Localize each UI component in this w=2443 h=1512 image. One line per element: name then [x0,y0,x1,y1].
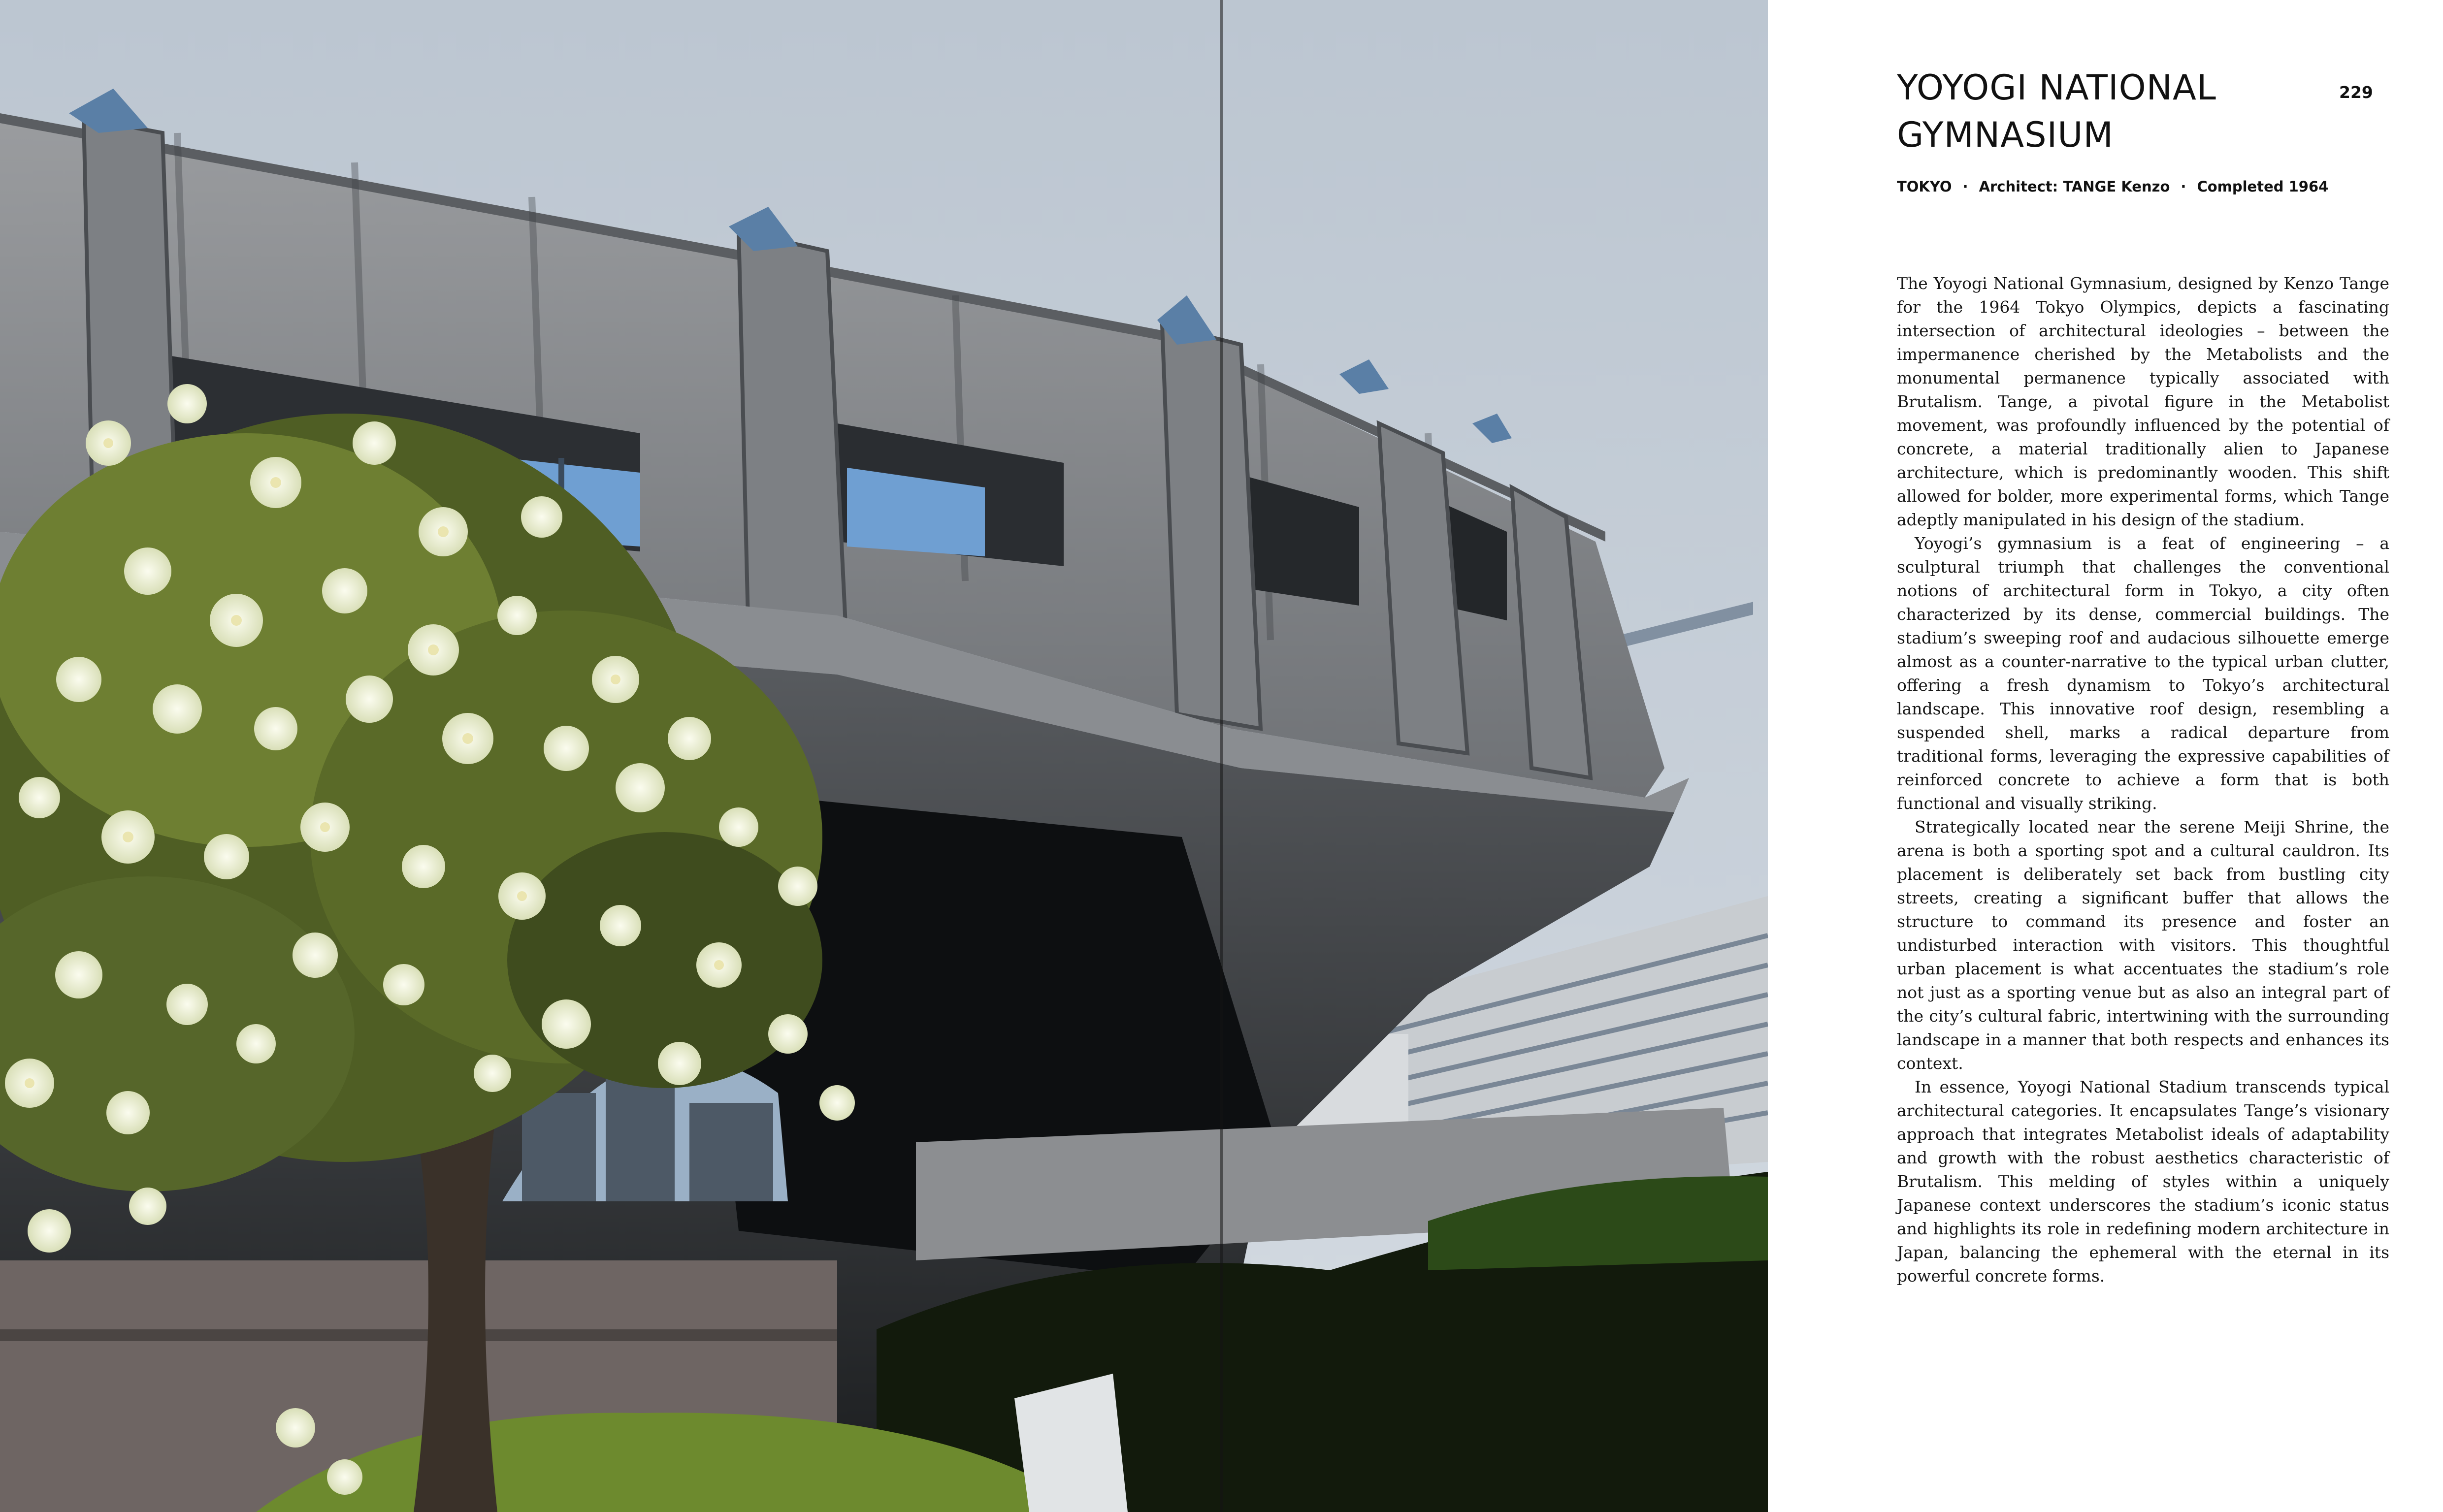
body-paragraph-3: Strategically located near the serene Meiji Shrine, the arena is both a sporting spot and a cultural cauldron. Its placement is deliberately set back from bustling city streets, creating a significant buffer that allows the structure to command its presence and foster an undisturbed interaction with visitors. This thoughtful urban placement is what accentuates the stadium’s role not just as a sporting venue but as also an integral part of the city’s cultural fabric, intertwining with the surrounding landscape in a manner that both respects and enhances its context. [1897,817,2389,1073]
page-gutter [1220,0,1223,1512]
body-paragraph-1: The Yoyogi National Gymnasium, designed by Kenzo Tange for the 1964 Tokyo Olympics, depicts a fascinating intersection of architectural ideologies – between the impermanence cherished by the Metabolists and the monumental permanence typically associated with Brutalism. Tange, a pivotal figure in the Metabolist movement, was profoundly influenced by the potential of concrete, a material traditionally alien to Japanese architecture, which is predominantly wooden. This shift allowed for bolder, more experimental forms, which Tange adeptly manipulated in his design of the stadium. [1897,274,2389,529]
body-paragraph-4: In essence, Yoyogi National Stadium transcends typical architectural categories. It encapsulates Tange’s visionary approach that integrates Metabolist ideals of adaptability and growth with the robust aesthetics characteristic of Brutalism. This melding of styles within a uniquely Japanese context underscores the stadium’s iconic status and highlights its role in redefining modern architecture in Japan, balancing the ephemeral with the eternal in its powerful concrete forms. [1897,1077,2389,1286]
body-paragraph-2: Yoyogi’s gymnasium is a feat of engineering – a sculptural triumph that challenges the conventional notions of architectural form in Tokyo, a city often characterized by its dense, commercial buildings. The stadium’s sweeping roof and audacious silhouette emerge almost as a counter-narrative to the typical urban clutter, offering a fresh dynamism to Tokyo’s architectural landscape. This innovative roof design, resembling a suspended shell, marks a radical departure from traditional forms, leveraging the expressive capabilities of reinforced concrete to achieve a form that is both functional and visually striking. [1897,534,2389,813]
meta-separator: · [2181,178,2186,195]
article-meta [1897,178,2328,195]
article-title [1897,64,2271,159]
article-title-line-1: YOYOGI NATIONAL [1897,67,2216,108]
article-title-line-2: GYMNASIUM [1897,115,2114,155]
meta-location: TOKYO [1897,178,1952,195]
meta-architect: Architect: TANGE Kenzo [1979,178,2170,195]
text-page [1768,0,2443,1512]
article-body [1897,272,2389,1288]
meta-completed: Completed 1964 [2197,178,2329,195]
page-number: 229 [2339,83,2373,102]
meta-separator: · [1962,178,1968,195]
